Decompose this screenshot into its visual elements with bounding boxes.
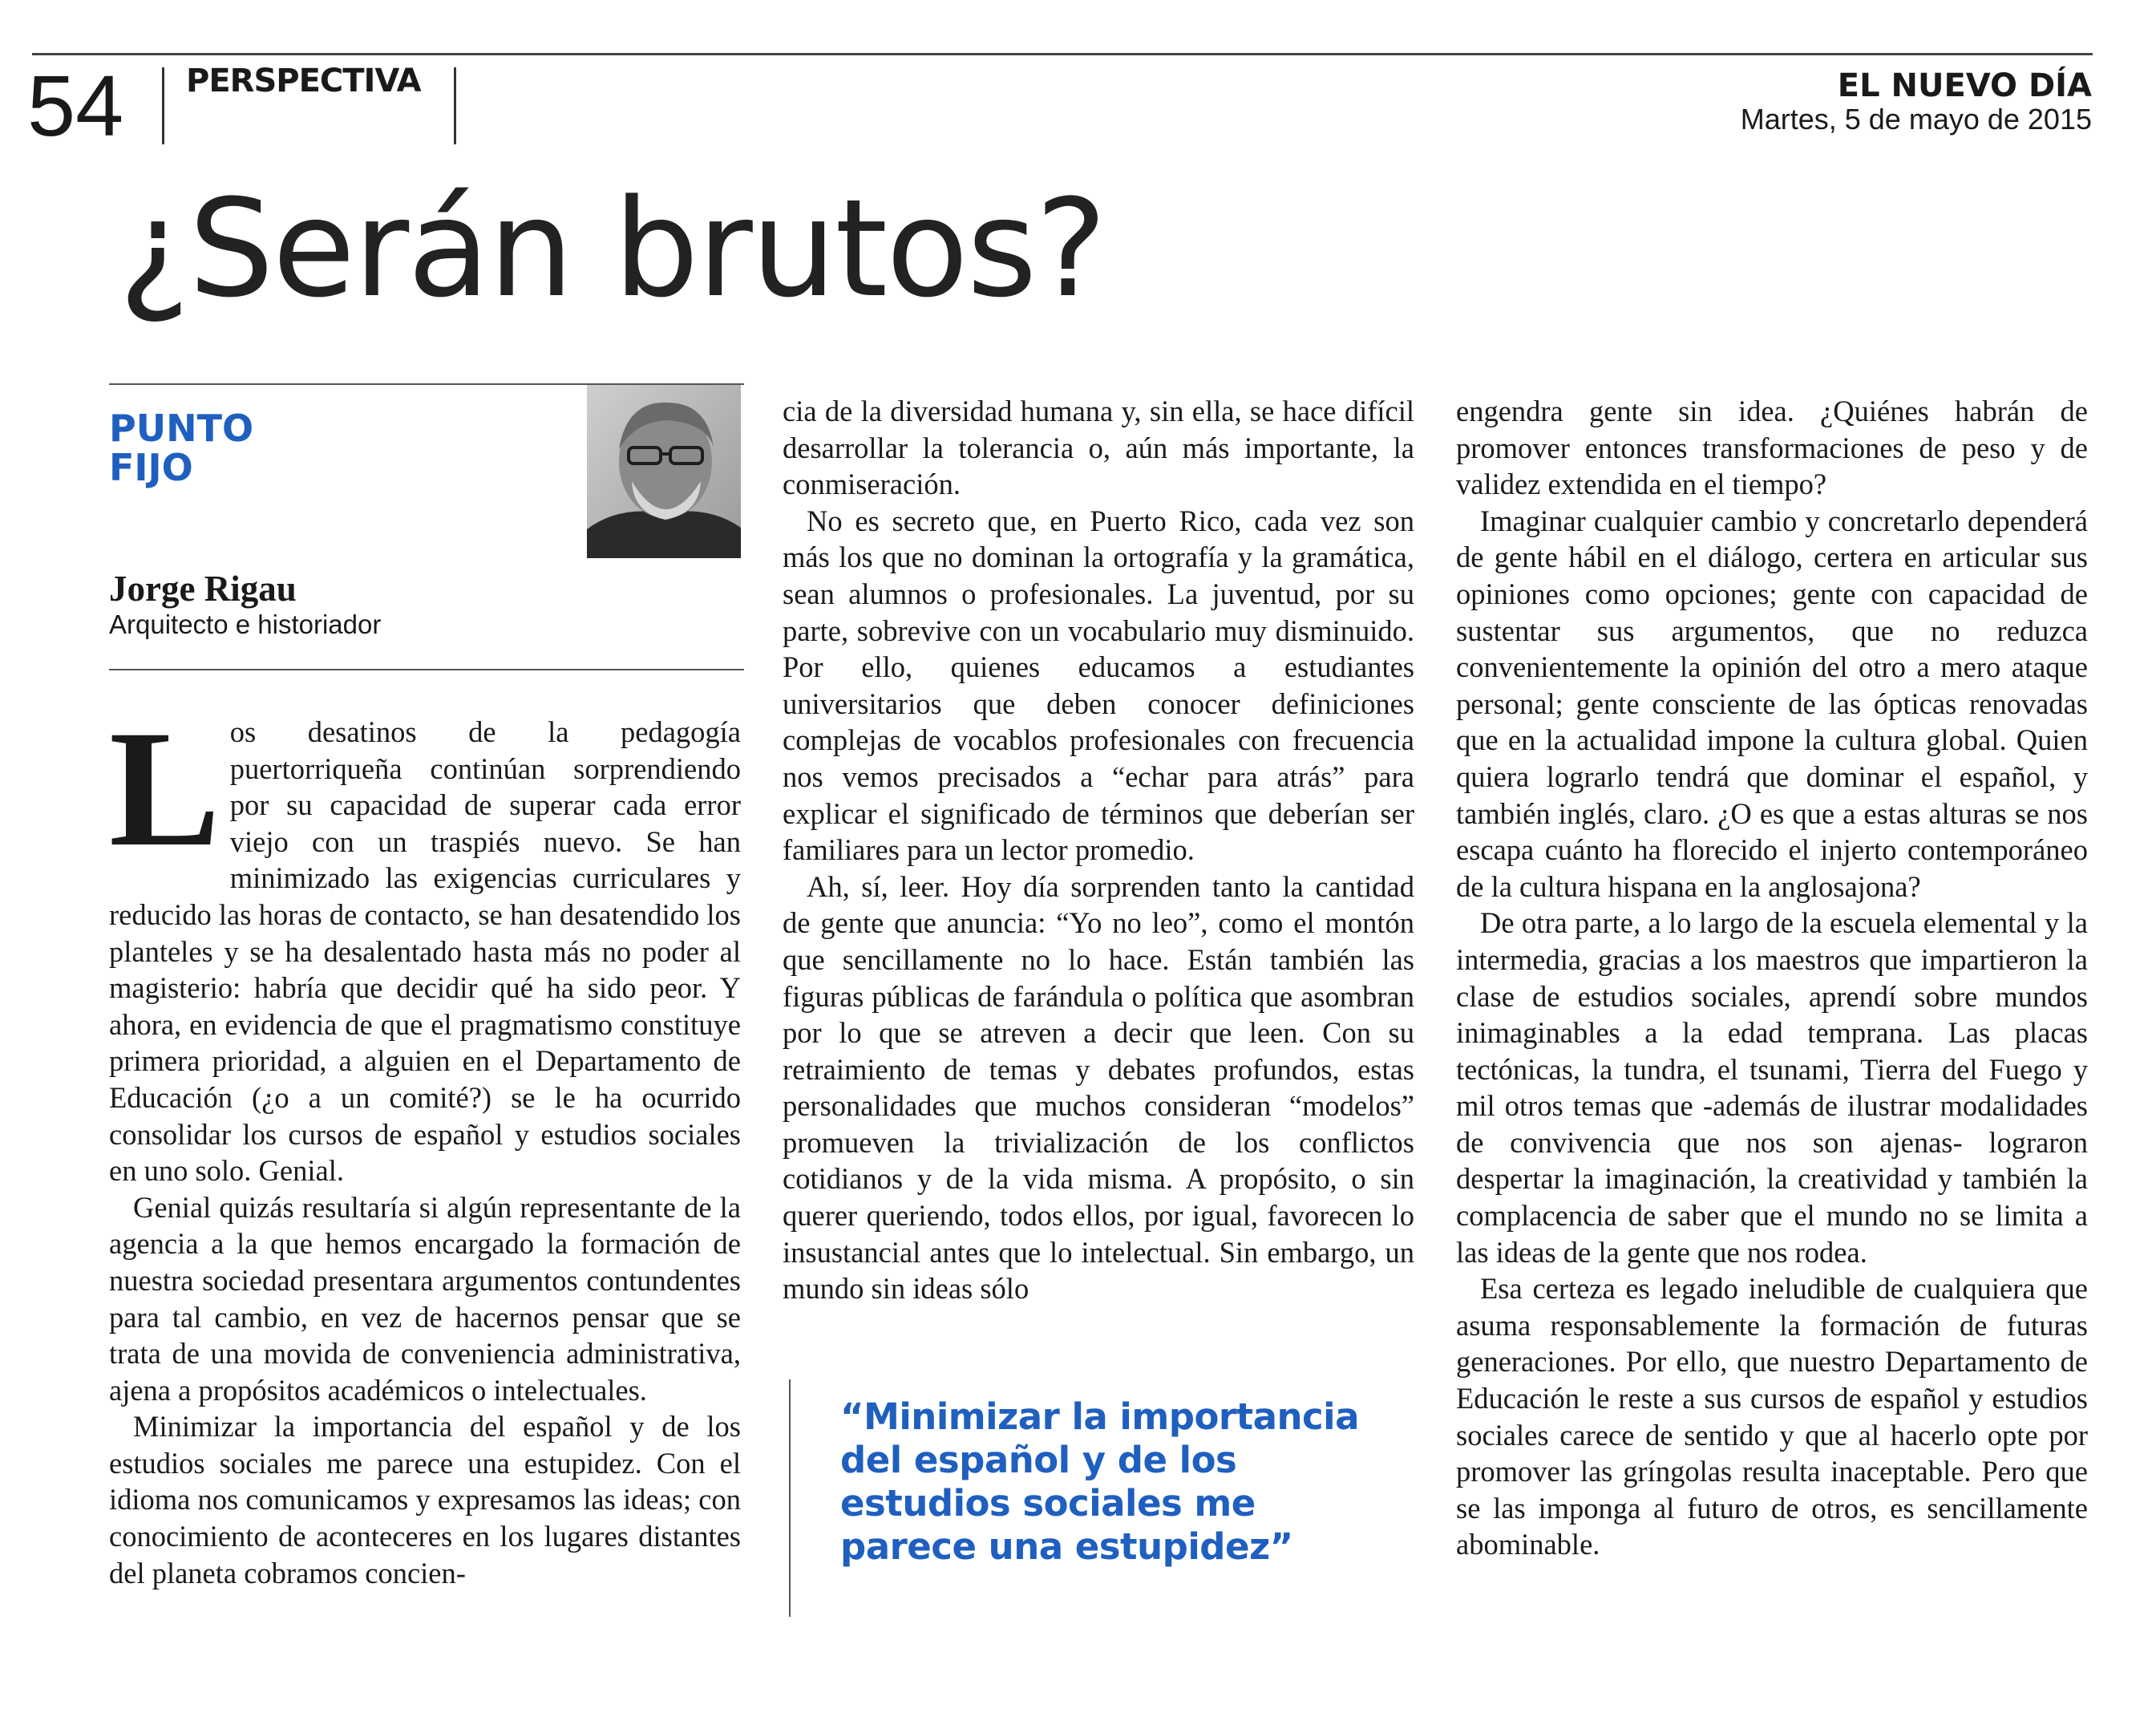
article-paragraph: No es secreto que, en Puerto Rico, cada vez son más los que no dominan la ortografía y la gramática, sean alumnos o profesionales. La juventud, por su parte, sobrevive con un vocabulario muy disminuido. Por ello, quienes educamos a estudiantes universitarios que deben conocer definiciones complejas de vocablos profesionales con frecuencia nos vemos precisados a “echar para atrás” para explicar el significado de términos que deberían ser familiares para un lector promedio. (783, 504, 1414, 867)
pull-quote: “Minimizar la importancia del español y de los estudios sociales me parece una estupidez” (840, 1395, 1359, 1568)
header-divider (454, 67, 456, 144)
column-label-line: PUNTO (109, 407, 254, 450)
paragraph-text: os desatinos de la pedagogía puertorriqueña continúan sorprendiendo por su capacidad de superar cada error viejo con un traspiés nuevo. Se han minimizado las exigencias curriculares y reducido las horas de contacto, se han desatendido los planteles y se ha desalentado hasta más no poder al magisterio: habría que decidir qué ha sido peor. Y ahora, en evidencia de que el pragmatismo constituye primera prioridad, a alguien en el Departamento de Educación (¿o a un comité?) se le ha ocurrido consolidar los cursos de español y estudios sociales en uno solo. Genial. (109, 715, 741, 1188)
pullquote-rule (789, 1379, 791, 1617)
article-paragraph: cia de la diversidad humana y, sin ella, se hace difícil desarrollar la tolerancia o, aún más importante, la conmiseración. (783, 395, 1414, 501)
section-name: PERSPECTIVA (186, 63, 421, 99)
author-name: Jorge Rigau (109, 569, 297, 609)
article-paragraph: Genial quizás resultaría si algún representante de la agencia a la que hemos encargado la formación de nuestra sociedad presentara argumentos contundentes para tal cambio, en vez de hacernos pensar que se trata de una movida de conveniencia administrativa, ajena a propósitos académicos o intelectuales. (109, 1190, 741, 1407)
column-label-line: FIJO (109, 446, 193, 490)
article-column-3 (1456, 393, 2088, 1563)
article-paragraph: Esa certeza es legado ineludible de cualquiera que asuma responsablemente la formación de futuras generaciones. Por ello, que nuestro Departamento de Educación le reste a sus cursos de español y estudios sociales carece de sentido y que al hacerlo opte por promover las gríngolas resulta inaceptable. Pero que se las imponga al futuro de otros, es sencillamente abominable. (1456, 1272, 2088, 1561)
drop-cap: L (109, 696, 220, 881)
article-paragraph: Ah, sí, leer. Hoy día sorprenden tanto la cantidad de gente que anuncia: “Yo no leo”, como el montón que sencillamente no lo hace. Están también las figuras públicas de farándula o política que asombran por lo que se atreven a decir que leen. Con su retraimiento de temas y debates profundos, estas personalidades que muchos consideran “modelos” promueven la trivialización de los conflictos cotidianos y de la vida misma. A propósito, o sin querer queriendo, todos ellos, por igual, favorecen lo insustancial antes que lo intelectual. Sin embargo, un mundo sin ideas sólo (783, 869, 1414, 1306)
newspaper-name: EL NUEVO DÍA (1837, 67, 2092, 104)
article-paragraph: De otra parte, a lo largo de la escuela elemental y la intermedia, gracias a los maestros que impartieron la clase de estudios sociales, aprendí sobre mundos inimaginables a la edad temprana. Las placas tectónicas, la tundra, el tsunami, Tierra del Fuego y mil otros temas que -además de ilustrar modalidades de convivencia que nos son ajenas- lograron despertar la imaginación, la creatividad y también la complacencia de saber que el mundo no se limita a las ideas de la gente que nos rodea. (1456, 906, 2088, 1269)
article-column-1 (109, 696, 741, 1591)
header-divider (162, 67, 164, 144)
issue-date: Martes, 5 de mayo de 2015 (1740, 103, 2092, 136)
author-role: Arquitecto e historiador (109, 609, 382, 639)
article-paragraph: Minimizar la importancia del español y de los estudios sociales me parece una estupidez. Con el idioma nos comunicamos y expresamos las ideas; con conocimiento de aconteceres en los lugares distantes del planeta cobramos concien- (109, 1410, 741, 1589)
top-rule (32, 53, 2093, 55)
column-label (109, 409, 253, 488)
article-paragraph: Imaginar cualquier cambio y concretarlo dependerá de gente hábil en el diálogo, certera en articular sus opiniones como opciones; gente con capacidad de sustentar sus argumentos, que no reduzca convenientemente la opinión del otro a mero ataque personal; gente consciente de las ópticas renovadas que en la actualidad impone la cultura global. Quien quiera lograrlo tendrá que dominar el español, y también inglés, claro. ¿O es que a estas alturas se nos escapa cuánto ha florecido el injerto contemporáneo de la cultura hispana en la anglosajona? (1456, 504, 2088, 903)
byline-bottom-rule (109, 669, 744, 670)
article-paragraph: engendra gente sin idea. ¿Quiénes habrán de promover entonces transformaciones de peso y de validez extendida en el tiempo? (1456, 395, 2088, 501)
article-column-2 (783, 393, 1414, 1307)
article-headline: ¿Serán brutos? (119, 170, 1106, 327)
article-paragraph (109, 696, 741, 1189)
author-portrait-image (587, 385, 741, 558)
page-number: 54 (27, 57, 124, 154)
author-photo (587, 385, 741, 558)
